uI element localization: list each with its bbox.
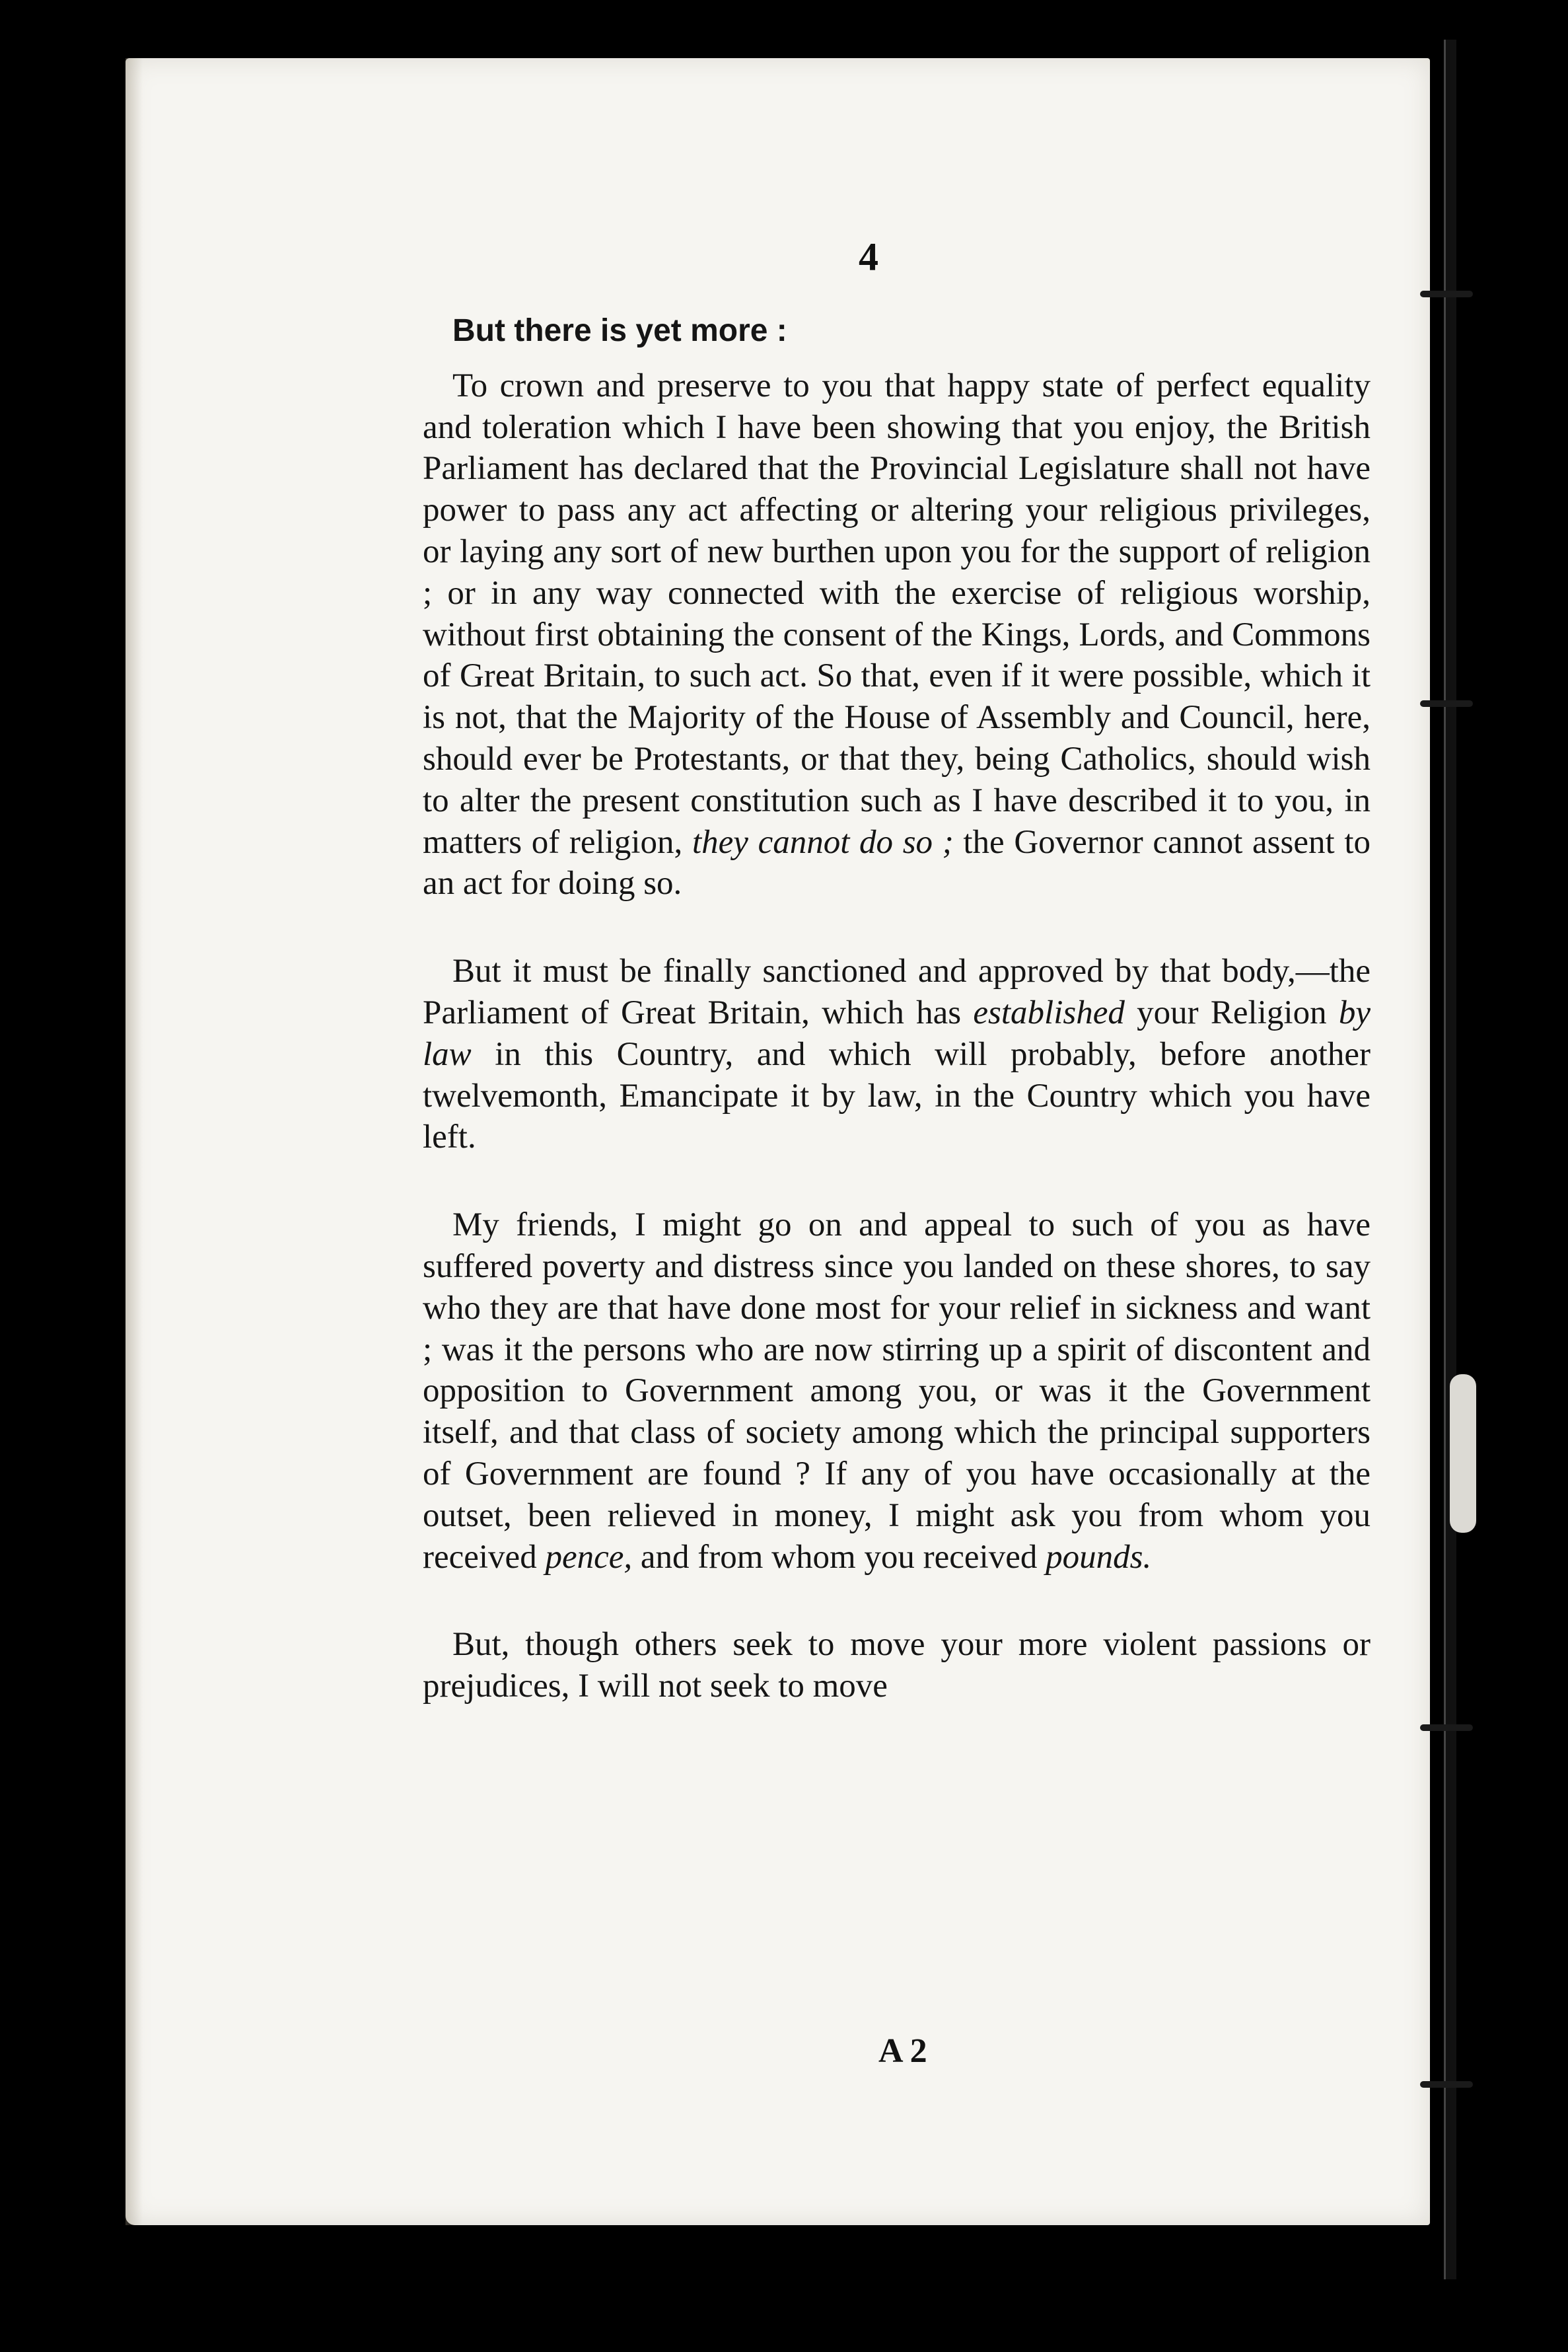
signature-mark: A 2 [878,2032,927,2070]
binding-stitch [1420,2081,1473,2088]
paragraph-3-text-b: and from whom you received [640,1538,1038,1576]
paragraph-1-text-b: the Governor cannot assent to an act for doing so. [423,823,1371,902]
binding-stitch [1420,700,1473,707]
paragraph-2-emphasis-b: by law [423,994,1371,1073]
paragraph-1-text-a: To crown and preserve to you that happy state of perfect equality and toleration which I have been showing that you enjoy, the British Parliament has declared that the Provincial Legislature shall not have power to pass any act affecting or altering your religious privileges, or laying any sort of new burthen upon you for the support of religion ; or in any way connected with the exercise of religious worship, without first obtaining the consent of the Kings, Lords, and Commons of Great Britain, to such act. So that, even if it were possible, which it is not, that the Majority of the House of Assembly and Council, here, should ever be Protestants, or that they, being Catholics, should wish to alter the present constitution such as I have described it to you, in matters of religion, [423,367,1371,861]
paragraph-3 [423,1204,1371,1578]
lead-line: But there is yet more : [452,313,787,348]
binding-stitch [1420,1724,1473,1731]
paragraph-2-text-c: in this Country, and which will probably, before another twelvemonth, Emancipate it by law, in the Country which you have left. [423,1035,1371,1156]
paragraph-4 [423,1624,1371,1707]
binding-tear [1450,1374,1476,1533]
paragraph-1-emphasis: they cannot do so ; [692,823,954,861]
binding-stitch [1420,291,1473,297]
paragraph-1 [423,365,1371,904]
paragraph-2 [423,951,1371,1158]
paragraph-2-emphasis-a: established [973,994,1125,1031]
paragraph-2-text-a: But it must be finally sanctioned and approved by that body,—the Parliament of Great Britain, which has [423,953,1371,1031]
binding-strip [1444,40,1456,2279]
body-text [423,311,1371,1753]
paragraph-4-text: But, though others seek to move your more violent passions or prejudices, I will not seek to move [423,1626,1371,1705]
paragraph-3-emphasis-a: pence, [545,1538,633,1576]
page-number: 4 [859,235,878,279]
paragraph-3-text-a: My friends, I might go on and appeal to such of you as have suffered poverty and distress since you landed on these shores, to say who they are that have done most for your relief in sickness and want ; was it the persons who are now stirring up a spirit of discontent and opposition to Government among you, or was it the Government itself, and that class of society among which the principal supporters of Government are found ? If any of you have occasionally at the outset, been relieved in money, I might ask you from whom you received [423,1206,1371,1576]
paragraph-3-emphasis-b: pounds. [1046,1538,1152,1576]
paragraph-2-text-b: your Religion [1137,994,1327,1031]
